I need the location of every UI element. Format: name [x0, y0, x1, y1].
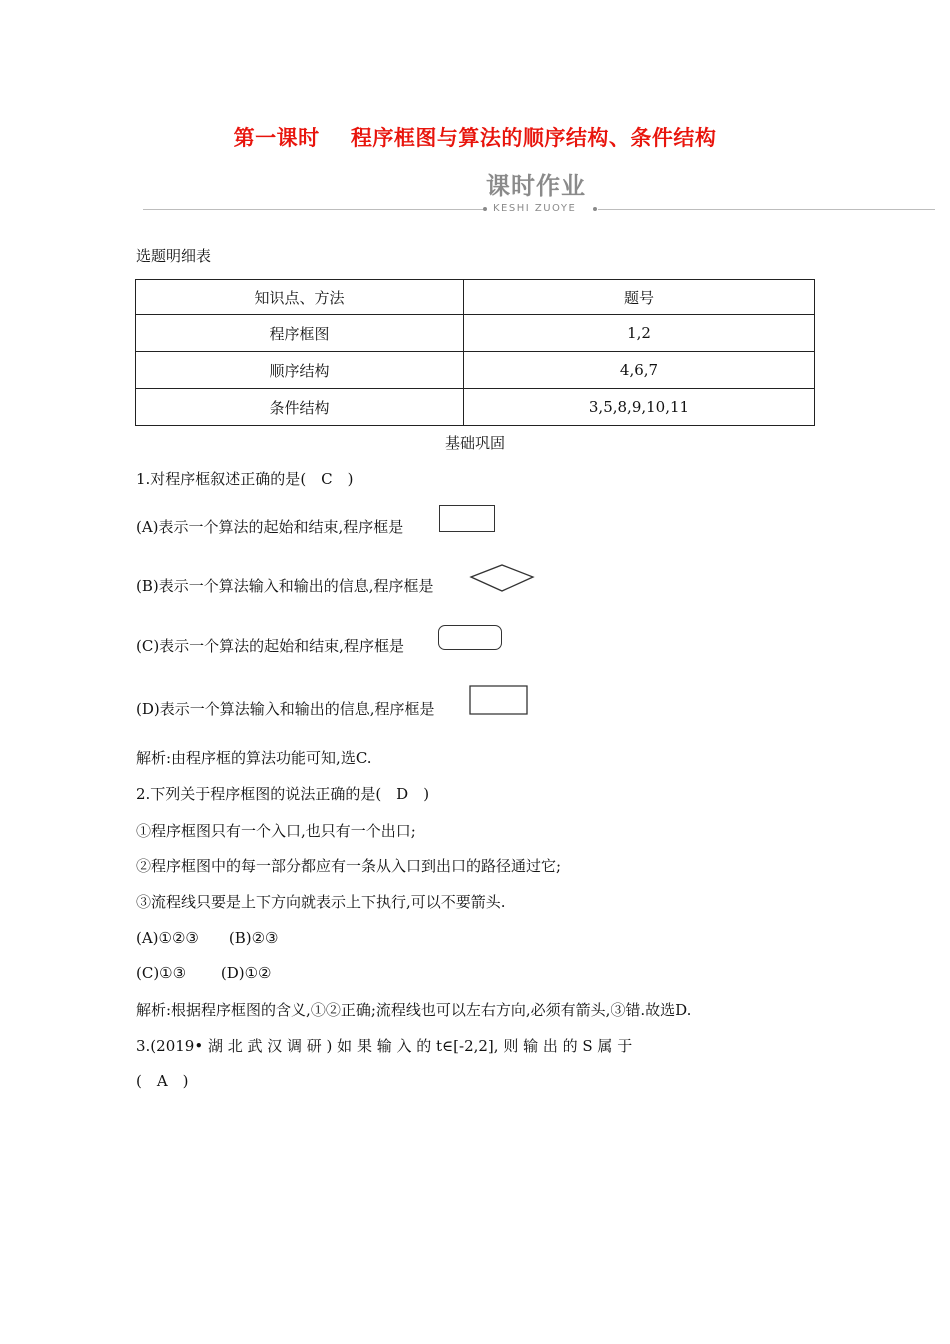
q3-stem-line-1: 3.(2019• 湖 北 武 汉 调 研 ) 如 果 输 入 的 t∈[-2,2], 则 输 出 的 S 属 于 — [136, 1037, 633, 1055]
q2-stem: 2.下列关于程序框图的说法正确的是( D ) — [136, 785, 430, 803]
table-cell: 程序框图 — [136, 315, 464, 352]
q1-option-c: (C)表示一个算法的起始和结束,程序框是 — [136, 637, 404, 655]
page-title: 第一课时 程序框图与算法的顺序结构、条件结构 — [233, 126, 717, 150]
table-header-cell: 知识点、方法 — [136, 280, 464, 315]
q1-option-d: (D)表示一个算法输入和输出的信息,程序框是 — [136, 700, 435, 718]
banner-title: 课时作业 — [486, 172, 586, 200]
q1-option-b: (B)表示一个算法输入和输出的信息,程序框是 — [136, 577, 434, 595]
table-header-cell: 题号 — [464, 280, 815, 315]
q2-statement-2: ②程序框图中的每一部分都应有一条从入口到出口的路径通过它; — [136, 857, 562, 875]
q1-option-a: (A)表示一个算法的起始和结束,程序框是 — [136, 518, 404, 536]
section-title: 基础巩固 — [444, 434, 505, 452]
table-cell: 4,6,7 — [464, 352, 815, 389]
parallelogram-icon — [469, 685, 529, 716]
topic-table — [135, 279, 815, 426]
table-row — [136, 315, 815, 352]
table-cell: 条件结构 — [136, 389, 464, 426]
banner-dot-left — [483, 207, 487, 211]
q2-statement-3: ③流程线只要是上下方向就表示上下执行,可以不要箭头. — [136, 893, 506, 911]
banner-subtitle: KESHI ZUOYE — [493, 203, 577, 214]
q1-stem: 1.对程序框叙述正确的是( C ) — [136, 470, 354, 488]
table-cell: 1,2 — [464, 315, 815, 352]
q2-statement-1: ①程序框图只有一个入口,也只有一个出口; — [136, 822, 416, 840]
q2-options-row-2: (C)①③ (D)①② — [136, 964, 272, 982]
table-cell: 3,5,8,9,10,11 — [464, 389, 815, 426]
diamond-icon — [469, 563, 535, 593]
rectangle-icon — [439, 505, 495, 532]
table-header-row — [136, 280, 815, 315]
q2-options-row-1: (A)①②③ (B)②③ — [136, 929, 279, 947]
table-row — [136, 389, 815, 426]
table-caption: 选题明细表 — [136, 247, 212, 265]
banner-dot-right — [593, 207, 597, 211]
table-row — [136, 352, 815, 389]
q1-analysis: 解析:由程序框的算法功能可知,选C. — [136, 749, 372, 767]
rounded-rectangle-icon — [438, 625, 502, 650]
table-cell: 顺序结构 — [136, 352, 464, 389]
q3-stem-line-2: ( A ) — [136, 1072, 189, 1090]
q2-analysis: 解析:根据程序框图的含义,①②正确;流程线也可以左右方向,必须有箭头,③错.故选D. — [136, 1001, 692, 1019]
banner-divider-right — [598, 209, 935, 210]
banner-divider-left — [143, 209, 483, 210]
